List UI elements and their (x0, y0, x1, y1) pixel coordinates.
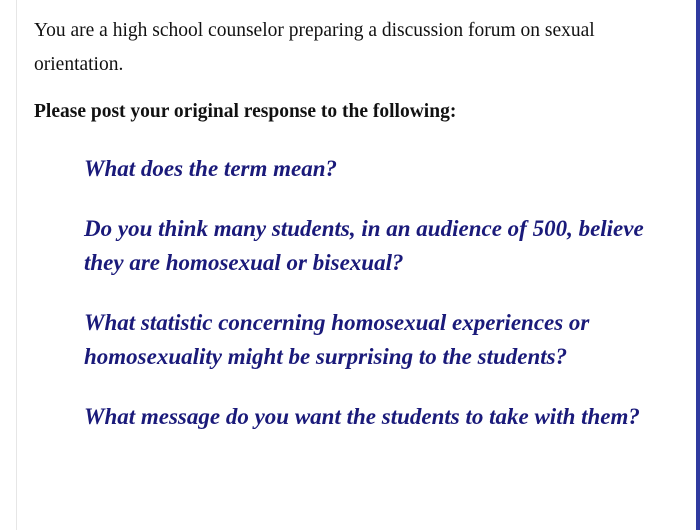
question-list (34, 152, 674, 434)
intro-paragraph: You are a high school counselor preparing a discussion forum on sexual orientation. (34, 20, 595, 75)
instruction-heading: Please post your original response to the following: (34, 101, 457, 122)
question-item: What statistic concerning homosexual experiences or homosexuality might be surprising to the students? (84, 310, 590, 369)
question-item: What message do you want the students to take with them? (84, 404, 640, 429)
forum-prompt (34, 14, 674, 434)
question-item: What does the term mean? (84, 156, 338, 181)
window-edge-accent (696, 0, 700, 530)
page-left-border (16, 0, 17, 530)
question-item: Do you think many students, in an audience of 500, believe they are homosexual or bisexual? (84, 216, 644, 275)
